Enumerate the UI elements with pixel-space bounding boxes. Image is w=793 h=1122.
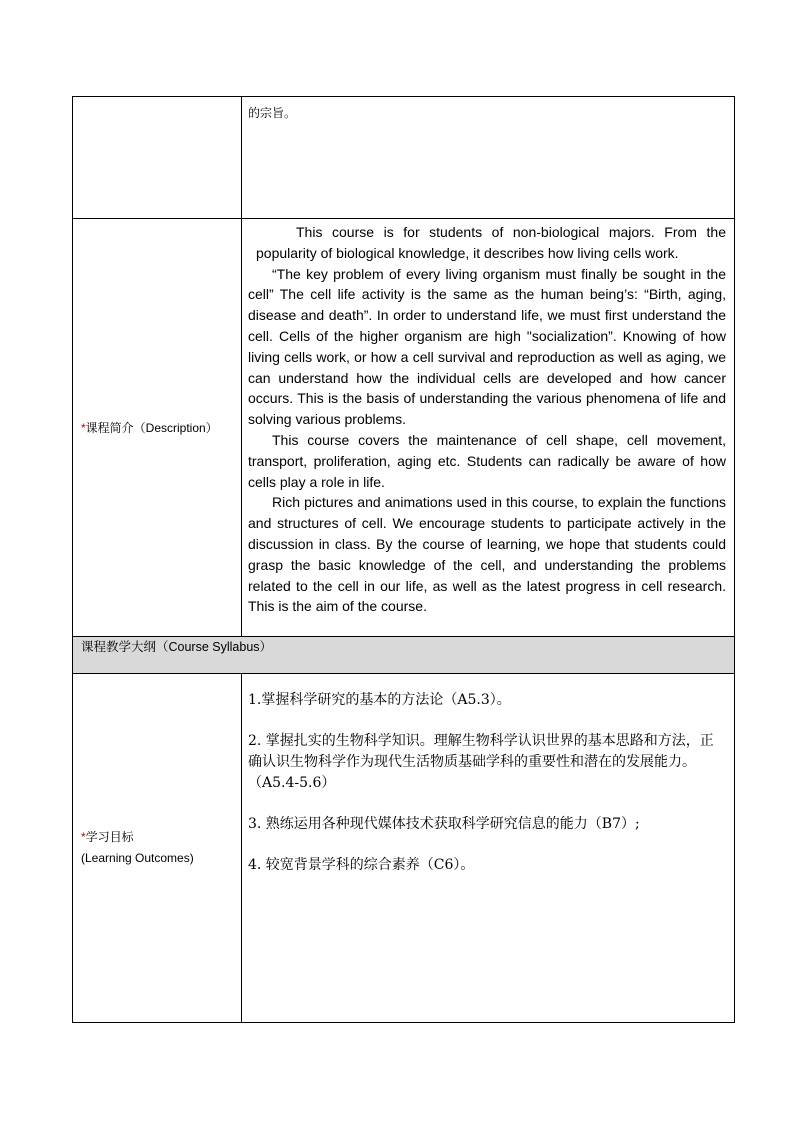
- outcome-item: 1.掌握科学研究的基本的方法论（A5.3）。: [248, 692, 511, 708]
- learning-outcomes-content: [242, 674, 735, 1023]
- description-paragraph: This course is for students of non-biological majors. From the popularity of biological knowledge, it describes how living cells work.: [256, 224, 726, 261]
- course-syllabus-table: [72, 96, 735, 1023]
- continuation-row: [73, 97, 735, 219]
- outcome-item: 3. 熟练运用各种现代媒体技术获取科学研究信息的能力（B7）;: [248, 816, 640, 832]
- syllabus-header-row: [73, 637, 735, 674]
- required-marker: *: [81, 420, 86, 435]
- description-paragraph: “The key problem of every living organism must finally be sought in the cell” The cell life activity is the same as the human being’s: “Birth, aging, disease and death”. In order to understand life, we must first understand the cell. Cells of the higher organism are high "socialization”. Knowing of how living cells work, or how a cell survival and reproduction as well as aging, we can understand how the individual cells are developed and how cancer occurs. This is the basis of understanding the various phenomena of life and solving various problems.: [248, 265, 726, 428]
- description-label-text: 课程简介（Description）: [85, 420, 218, 435]
- learning-outcomes-row: [73, 674, 735, 1023]
- description-label: [73, 219, 242, 637]
- description-content: [242, 219, 735, 637]
- continuation-label-cell: [73, 97, 242, 219]
- description-paragraph: This course covers the maintenance of cell shape, cell movement, transport, proliferation, aging etc. Students can radically be aware of how cells play a role in life.: [248, 431, 726, 490]
- learning-outcomes-label-text: 学习目标: [85, 830, 134, 844]
- continuation-text: 的宗旨。: [242, 97, 735, 219]
- required-marker: *: [81, 830, 86, 844]
- learning-outcomes-label: [73, 674, 242, 1023]
- outcome-item: 4. 较宽背景学科的综合素养（C6）。: [248, 857, 475, 873]
- description-row: [73, 219, 735, 637]
- outcome-item: 2. 掌握扎实的生物科学知识。理解生物科学认识世界的基本思路和方法，正确认识生物科学作为现代生活物质基础学科的重要性和潜在的发展能力。（A5.4-5.6）: [248, 733, 714, 791]
- learning-outcomes-label-en: (Learning Outcomes): [81, 851, 194, 865]
- syllabus-header: 课程教学大纲（Course Syllabus）: [73, 637, 735, 674]
- description-paragraph: Rich pictures and animations used in this course, to explain the functions and structures of cell. We encourage students to participate actively in the discussion in class. By the course of learning, we hope that students could grasp the basic knowledge of the cell, and understanding the problems related to the cell in our life, as well as the latest progress in cell research. This is the aim of the course.: [248, 494, 726, 615]
